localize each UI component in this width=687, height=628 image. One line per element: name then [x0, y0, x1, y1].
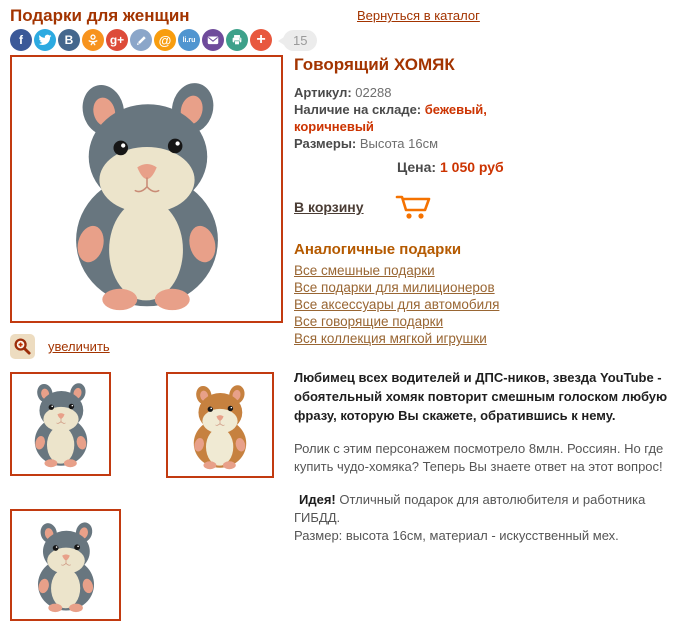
- main-product-image[interactable]: [10, 55, 283, 323]
- similar-link-police-gifts[interactable]: Все подарки для милиционеров: [294, 280, 495, 295]
- page-title: Подарки для женщин: [10, 6, 190, 25]
- product-description: [294, 368, 679, 545]
- similar-links-list: [294, 262, 679, 347]
- vkontakte-icon[interactable]: B: [58, 29, 80, 51]
- cart-row: [294, 192, 679, 222]
- stock-label: Наличие на складе:: [294, 102, 422, 117]
- share-more-icon[interactable]: +: [250, 29, 272, 51]
- back-to-catalog-link[interactable]: Вернуться в каталог: [357, 8, 480, 23]
- sku-label: Артикул:: [294, 85, 352, 100]
- stock-value: бежевый, коричневый: [294, 102, 487, 134]
- header: [0, 0, 687, 24]
- size-label: Размеры:: [294, 136, 357, 151]
- similar-link-talking-gifts[interactable]: Все говорящие подарки: [294, 314, 444, 329]
- similar-link-car-accessories[interactable]: Все аксессуары для автомобиля: [294, 297, 500, 312]
- share-count-badge: 15: [283, 30, 317, 51]
- cart-icon[interactable]: [394, 191, 434, 224]
- info-column: [283, 55, 679, 621]
- description-views: Ролик с этим персонажем посмотрело 8млн. Россиян. Но где купить чудо-хомяка? Теперь Вы знаете ответ на этот вопрос!: [294, 441, 664, 474]
- description-idea: [294, 491, 677, 545]
- idea-label: Идея!: [299, 492, 336, 507]
- social-share-bar: [0, 24, 687, 50]
- gray-hamster-thumb-illustration: [23, 381, 99, 469]
- similar-gifts-heading: Аналогичные подарки: [294, 241, 462, 258]
- brown-hamster-thumb-illustration: [182, 383, 258, 471]
- odnoklassniki-icon[interactable]: [82, 29, 104, 51]
- sku-line: [294, 84, 552, 101]
- price-value: 1 050 руб: [439, 159, 504, 175]
- similar-link-plush-collection[interactable]: Вся коллекция мягкой игрушки: [294, 331, 487, 346]
- thumbnail-gray-hamster-2[interactable]: [10, 509, 121, 621]
- sku-value: 02288: [355, 85, 392, 100]
- size-value: Высота 16см: [359, 136, 439, 151]
- print-icon[interactable]: [226, 29, 248, 51]
- price-line: [397, 159, 679, 175]
- magnifier-icon[interactable]: [10, 334, 35, 359]
- gray-hamster-illustration: [44, 77, 250, 315]
- description-highlight: Любимец всех водителей и ДПС-ников, звезда YouTube - обоятельный хомяк повторит смешным голоском любую фразу, которую Вы скажете, обратившись к нему.: [294, 370, 668, 423]
- livejournal-pencil-icon[interactable]: [130, 29, 152, 51]
- email-icon[interactable]: [202, 29, 224, 51]
- image-column: [10, 55, 283, 621]
- google-plus-icon[interactable]: g+: [106, 29, 128, 51]
- stock-line: [294, 101, 552, 135]
- gray-hamster-thumb2-illustration: [25, 520, 107, 614]
- product-title: Говорящий ХОМЯК: [294, 55, 455, 74]
- description-size: Размер: высота 16см, материал - искусственный мех.: [294, 528, 619, 543]
- size-line: [294, 135, 552, 152]
- facebook-icon[interactable]: f: [10, 29, 32, 51]
- content: [0, 50, 687, 621]
- price-label: Цена:: [397, 159, 437, 175]
- thumbnails-row: [10, 372, 283, 478]
- product-info: [294, 84, 552, 152]
- twitter-icon[interactable]: [34, 29, 56, 51]
- zoom-row: [10, 334, 283, 359]
- mailru-icon[interactable]: @: [154, 29, 176, 51]
- liveinternet-icon[interactable]: li.ru: [178, 29, 200, 51]
- add-to-cart-link[interactable]: В корзину: [294, 199, 364, 215]
- thumbnail-brown-hamster[interactable]: [166, 372, 274, 478]
- idea-text: Отличный подарок для автолюбителя и работника ГИБДД.: [294, 492, 646, 525]
- similar-link-funny-gifts[interactable]: Все смешные подарки: [294, 263, 435, 278]
- thumbnail-gray-hamster[interactable]: [10, 372, 111, 476]
- zoom-link[interactable]: увеличить: [48, 339, 110, 354]
